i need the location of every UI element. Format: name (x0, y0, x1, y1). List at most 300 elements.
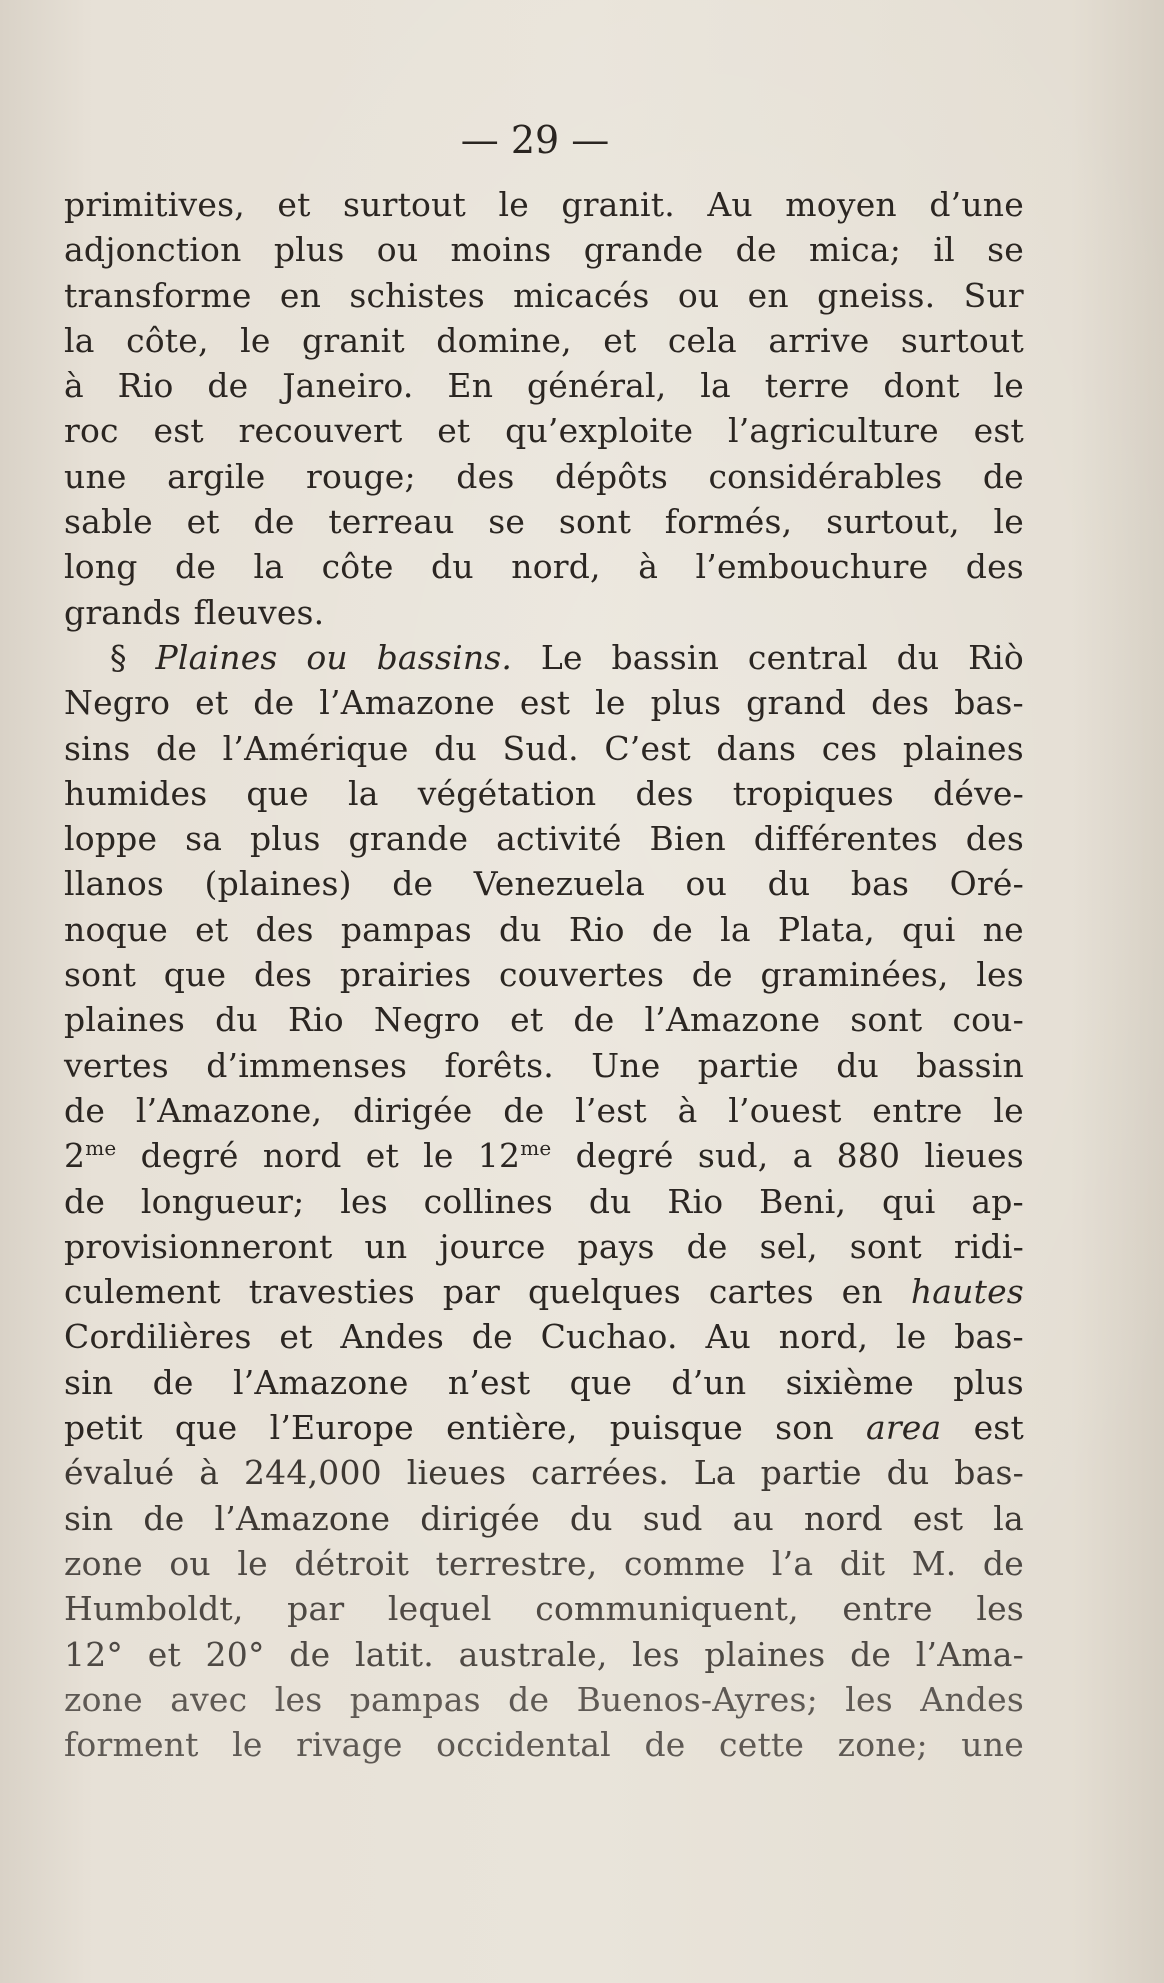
word: à (677, 1090, 698, 1130)
word: ne (982, 909, 1024, 949)
word: Au (705, 1317, 751, 1357)
text-line (64, 499, 1024, 544)
text-line (64, 1269, 1024, 1314)
word: de (982, 456, 1024, 496)
word: micacés (513, 275, 650, 315)
word: plaines (704, 1634, 826, 1674)
word: zone; (837, 1725, 928, 1765)
word: le (237, 1543, 268, 1583)
word: grand (746, 683, 847, 723)
word: se (987, 230, 1024, 270)
word: l’agriculture (727, 411, 939, 451)
word: arrive (768, 320, 870, 360)
text-line (64, 1314, 1024, 1359)
word: Cordilières (64, 1317, 252, 1357)
text-line (64, 1360, 1024, 1405)
text-line (64, 1043, 1024, 1088)
word: rouge; (305, 456, 416, 496)
word: le (895, 1317, 927, 1357)
word: occidental (436, 1725, 611, 1765)
word: bas- (954, 683, 1024, 723)
word: la (720, 909, 751, 949)
word: sud (642, 1498, 703, 1538)
word: sel, (759, 1226, 818, 1266)
word: de (289, 1634, 331, 1674)
word: Rio (287, 1000, 344, 1040)
text-line (64, 816, 1024, 861)
word: des (965, 547, 1024, 587)
text-line (64, 544, 1024, 589)
word: C’est (604, 728, 691, 768)
word: entière, (446, 1408, 578, 1448)
word: les (976, 1589, 1024, 1629)
word: bassins. (376, 637, 513, 677)
word: l’Amazone (232, 1362, 409, 1402)
word: Venezuela (473, 864, 646, 904)
text-line (64, 318, 1024, 363)
word: de (644, 1725, 686, 1765)
word: plus (273, 230, 345, 270)
word: 244,000 (243, 1453, 382, 1493)
word: et (510, 1000, 544, 1040)
word: plus (650, 683, 722, 723)
text-line (64, 1496, 1024, 1541)
word: Riò (968, 637, 1024, 677)
word: (plaines) (204, 864, 352, 904)
word: llanos (64, 864, 165, 904)
word: l’Amazone (214, 1498, 391, 1538)
word: avec (170, 1679, 248, 1719)
word: se (488, 502, 526, 542)
word: mica; (808, 230, 902, 270)
word: sixième (785, 1362, 914, 1402)
word: adjonction (64, 230, 242, 270)
word: couvertes (499, 955, 665, 995)
text-line (64, 1179, 1024, 1224)
word: carrées. (531, 1453, 669, 1493)
word: terre (764, 366, 850, 406)
word: primitives, (64, 185, 245, 224)
word: de (64, 1090, 106, 1130)
word: de (471, 1317, 513, 1357)
word: l’Amazone (644, 1000, 821, 1040)
word: sins (64, 728, 131, 768)
word: du (588, 1181, 632, 1221)
word: Le (540, 637, 583, 677)
word: Plaines (155, 637, 278, 677)
word: communiquent, (535, 1589, 799, 1629)
word: végétation (417, 773, 597, 813)
word: bassin (916, 1045, 1024, 1085)
word: déve- (933, 773, 1024, 813)
word: et (277, 185, 311, 224)
word: le (595, 683, 626, 723)
word: sin (64, 1498, 114, 1538)
word: de (850, 1634, 892, 1674)
word: sa (185, 819, 223, 859)
word: l’embouchure (695, 547, 929, 587)
word: nord, (511, 547, 601, 587)
word: du (767, 864, 811, 904)
word: partie (760, 1453, 862, 1493)
word: Oré- (949, 864, 1024, 904)
word: détroit (294, 1543, 410, 1583)
word: et (365, 1136, 399, 1176)
text-line (64, 1088, 1024, 1133)
text-line (64, 227, 1024, 272)
word: dépôts (554, 456, 668, 496)
word: sont (850, 1000, 923, 1040)
word: longueur; (140, 1181, 305, 1221)
word: latit. (354, 1634, 434, 1674)
word: degré (140, 1136, 239, 1176)
word: pampas (349, 1679, 481, 1719)
word: que (569, 1362, 633, 1402)
word: provisionneront (64, 1226, 333, 1266)
word: domine, (436, 320, 572, 360)
word: zone (64, 1679, 143, 1719)
word: vertes (64, 1045, 169, 1085)
word: $2^{me}$ (64, 1136, 117, 1176)
word: côte (321, 547, 394, 587)
word: bas (850, 864, 910, 904)
word: de (143, 1498, 185, 1538)
word: 12° (64, 1634, 124, 1674)
word: l’ouest (728, 1090, 842, 1130)
word: en (841, 1272, 883, 1312)
word: de (152, 1362, 194, 1402)
word: de (508, 1679, 550, 1719)
word: plaines (902, 728, 1024, 768)
word: de (691, 955, 733, 995)
word: du (431, 547, 474, 587)
word: Rio (667, 1181, 724, 1221)
word: lieues (406, 1453, 507, 1493)
word: Andes (340, 1317, 445, 1357)
text-line (64, 1405, 1024, 1450)
body-text (64, 182, 1024, 1767)
word: humides (64, 773, 208, 813)
word: est (519, 683, 571, 723)
word: et (195, 909, 229, 949)
text-line (64, 182, 1024, 227)
word: est (912, 1498, 964, 1538)
word: est (153, 411, 204, 451)
word: En (447, 366, 494, 406)
word: un (364, 1226, 408, 1266)
word: ap- (971, 1181, 1024, 1221)
word: qu’exploite (505, 411, 694, 451)
word: la (253, 547, 285, 587)
word: de (156, 728, 198, 768)
word: pampas (340, 909, 472, 949)
word: tropiques (732, 773, 894, 813)
word: de (573, 1000, 615, 1040)
word: granit. (561, 185, 675, 224)
word: que (163, 955, 227, 995)
word: Une (591, 1045, 661, 1085)
word: M. (911, 1543, 957, 1583)
word: sud, (697, 1136, 769, 1176)
word: surtout (343, 185, 467, 224)
word: ces (821, 728, 878, 768)
word: de (64, 1181, 106, 1221)
word: à (64, 366, 84, 406)
word: zone (64, 1543, 143, 1583)
word: bassin (611, 637, 720, 677)
word: n’est (447, 1362, 531, 1402)
word: d’un (671, 1362, 747, 1402)
word: pays (577, 1226, 655, 1266)
word: ou (169, 1543, 211, 1583)
word: l’Amazone (319, 683, 495, 723)
word: Andes (920, 1679, 1024, 1719)
text-line (64, 1133, 1024, 1178)
word: des (965, 819, 1024, 859)
word: graminées, (760, 955, 949, 995)
word: plus (953, 1362, 1024, 1402)
word: lequel (387, 1589, 492, 1629)
word: en (747, 275, 789, 315)
word: cela (667, 320, 737, 360)
word: des (456, 456, 515, 496)
word: a (792, 1136, 813, 1176)
word: la (993, 1498, 1024, 1538)
word: qui (881, 1181, 936, 1221)
word: et (603, 320, 637, 360)
word: les (845, 1679, 893, 1719)
word: général, (526, 366, 667, 406)
word: de (253, 502, 295, 542)
word: sable (64, 502, 153, 542)
text-line (64, 363, 1024, 408)
word: plus (249, 819, 321, 859)
word: cou- (952, 1000, 1024, 1040)
text-line (64, 1224, 1024, 1269)
word: Rio (568, 909, 625, 949)
word: Cuchao. (540, 1317, 678, 1357)
word: du (569, 1498, 613, 1538)
word: de (982, 1543, 1024, 1583)
word: les (274, 1679, 323, 1719)
word: Humboldt, (64, 1589, 244, 1629)
word: du (215, 1000, 258, 1040)
word: entre (872, 1090, 963, 1130)
word: comme (623, 1543, 746, 1583)
word: central (747, 637, 868, 677)
word: nord (804, 1498, 883, 1538)
word: une (64, 456, 127, 496)
word: formés, (664, 502, 793, 542)
word: sont (64, 955, 137, 995)
word: l’a (771, 1543, 814, 1583)
word: terrestre, (435, 1543, 598, 1583)
word: l’Amazone, (135, 1090, 323, 1130)
word: du (498, 909, 542, 949)
word: le (240, 320, 271, 360)
word: § (110, 637, 127, 677)
word: cette (719, 1725, 805, 1765)
word: La (693, 1453, 736, 1493)
word: Negro (64, 683, 171, 723)
word: des (255, 909, 314, 949)
word: ou (685, 864, 728, 904)
word: roc (64, 411, 119, 451)
word: sont (849, 1226, 922, 1266)
text-line (64, 1586, 1024, 1631)
word: schistes (349, 275, 485, 315)
word: nord (262, 1136, 342, 1176)
text-line (64, 997, 1024, 1042)
word: d’immenses (206, 1045, 408, 1085)
word: quelques (527, 1272, 681, 1312)
word: travesties (248, 1272, 415, 1312)
word: Janeiro. (282, 366, 414, 406)
word: Negro (373, 1000, 481, 1040)
word: de (253, 683, 295, 723)
text-line (64, 907, 1024, 952)
word: loppe (64, 819, 158, 859)
word: une (961, 1725, 1024, 1765)
word: ou (677, 275, 720, 315)
word: collines (423, 1181, 553, 1221)
word: le (498, 185, 529, 224)
word: lieues (924, 1136, 1024, 1176)
word: son (775, 1408, 834, 1448)
word: grande (348, 819, 469, 859)
word: des (635, 773, 694, 813)
word: de (651, 909, 693, 949)
word: le (993, 1090, 1024, 1130)
word: et (279, 1317, 313, 1357)
word: rivage (296, 1725, 403, 1765)
word: noque (64, 909, 169, 949)
text-line (64, 1677, 1024, 1722)
word: la (347, 773, 379, 813)
word: du (896, 637, 940, 677)
word: à (638, 547, 659, 587)
text-line (64, 726, 1024, 771)
word: ou (376, 230, 419, 270)
word: d’une (929, 185, 1024, 224)
word: bas- (954, 1453, 1024, 1493)
word: Beni, (759, 1181, 847, 1221)
word: le (423, 1136, 454, 1176)
word: l’Europe (269, 1408, 414, 1448)
word: les (632, 1634, 680, 1674)
text-line (64, 408, 1024, 453)
word: plaines (64, 1000, 186, 1040)
word: le (232, 1725, 263, 1765)
word: surtout, (826, 502, 960, 542)
word: Bien (649, 819, 726, 859)
text-line (64, 680, 1024, 725)
word: degré (575, 1136, 674, 1176)
word: 20° (205, 1634, 265, 1674)
word: 880 (836, 1136, 901, 1176)
word: Rio (117, 366, 174, 406)
word: et (437, 411, 471, 451)
word: l’Ama- (915, 1634, 1024, 1674)
word: les (340, 1181, 388, 1221)
text-line (64, 273, 1024, 318)
word: le (993, 502, 1024, 542)
word: des (253, 955, 313, 995)
word: dans (716, 728, 797, 768)
text-line (64, 454, 1024, 499)
word: cartes (708, 1272, 814, 1312)
word: entre (842, 1589, 933, 1629)
word: dirigée (420, 1498, 540, 1538)
text-line (64, 590, 1024, 635)
word: et (186, 502, 220, 542)
word: que (246, 773, 309, 813)
word: évalué (64, 1453, 175, 1493)
text-line (64, 1450, 1024, 1495)
word: forment (64, 1725, 199, 1765)
word: Buenos-Ayres; (576, 1679, 818, 1719)
word: le (993, 366, 1024, 406)
word: il (933, 230, 955, 270)
word: les (976, 955, 1024, 995)
word: grande (583, 230, 704, 270)
word: area (865, 1408, 942, 1448)
word: par (287, 1589, 345, 1629)
word: dirigée (352, 1090, 473, 1130)
word: considérables (708, 456, 943, 496)
word: dit (839, 1543, 886, 1583)
word: du (434, 728, 477, 768)
word: Au (707, 185, 753, 224)
word: prairies (339, 955, 472, 995)
word: fleuves. (193, 592, 325, 632)
word: bas- (954, 1317, 1024, 1357)
word: nord, (778, 1317, 869, 1357)
word: Sud. (502, 728, 579, 768)
word: à (199, 1453, 220, 1493)
word: surtout (900, 320, 1024, 360)
word: transforme (64, 275, 252, 315)
word: la (64, 320, 95, 360)
word: du (886, 1453, 930, 1493)
word: sont (558, 502, 632, 542)
word: et (147, 1634, 181, 1674)
word: dont (883, 366, 960, 406)
word: qui (902, 909, 956, 949)
word: sin (64, 1362, 114, 1402)
word: la (700, 366, 731, 406)
text-line (64, 861, 1024, 906)
text-line (64, 635, 1024, 680)
word: que (174, 1408, 238, 1448)
word: du (836, 1045, 879, 1085)
word: de (503, 1090, 545, 1130)
word: est (973, 411, 1024, 451)
word: $12^{me}$ (477, 1136, 552, 1176)
word: ou (306, 637, 348, 677)
word: Sur (963, 275, 1024, 315)
word: et (195, 683, 229, 723)
word: gneiss. (817, 275, 936, 315)
text-line (64, 771, 1024, 816)
word: de (392, 864, 434, 904)
word: de (175, 547, 217, 587)
page-number: — 29 — (460, 118, 610, 162)
word: de (207, 366, 249, 406)
word: ridi- (953, 1226, 1024, 1266)
word: jource (439, 1226, 546, 1266)
word: petit (64, 1408, 143, 1448)
